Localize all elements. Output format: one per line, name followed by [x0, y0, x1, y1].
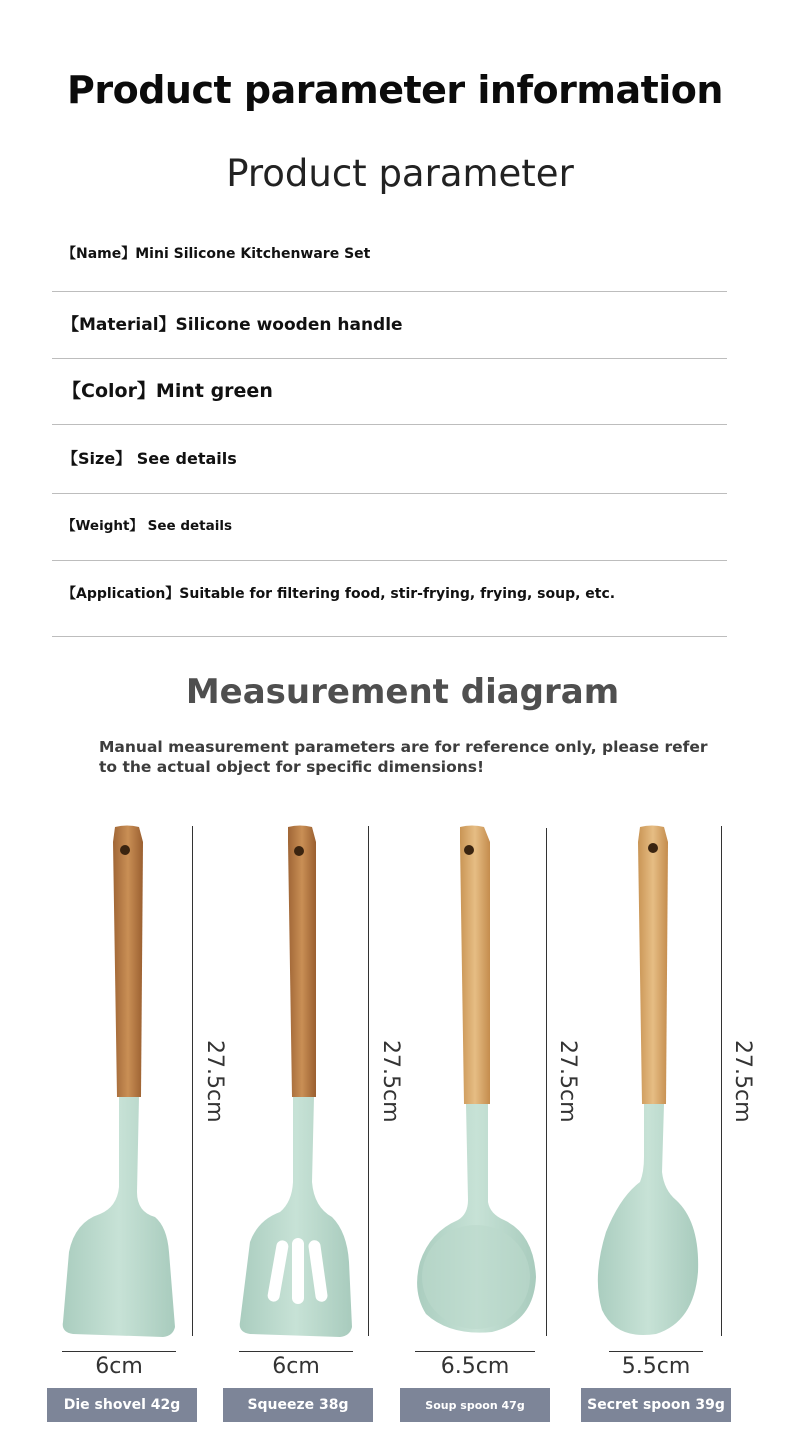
param-material-text: 【Material】Silicone wooden handle: [62, 315, 403, 335]
width-line: [609, 1351, 703, 1352]
width-text: 6.5cm: [440, 1354, 510, 1379]
length-text: 27.5cm: [202, 1040, 227, 1123]
section-subtitle: Product parameter: [226, 152, 574, 195]
width-text: 6cm: [272, 1354, 320, 1379]
width-text: 6cm: [95, 1354, 143, 1379]
length-text: 27.5cm: [555, 1040, 580, 1123]
width-line: [415, 1351, 535, 1352]
tool-label: Squeeze 38g: [223, 1388, 373, 1422]
length-text: 27.5cm: [730, 1040, 755, 1123]
length-line: [721, 826, 722, 1336]
tool-label: Secret spoon 39g: [581, 1388, 731, 1422]
divider: [52, 358, 727, 359]
die-shovel-image: [55, 822, 185, 1342]
secret-spoon-image: [592, 822, 712, 1342]
squeeze-image: [232, 822, 362, 1342]
length-line: [368, 826, 369, 1336]
param-size-text: 【Size】 See details: [62, 449, 237, 468]
soup-spoon-image: [410, 822, 545, 1342]
length-text: 27.5cm: [378, 1040, 403, 1123]
width-line: [62, 1351, 176, 1352]
divider: [52, 560, 727, 561]
param-weight-text: 【Weight】 See details: [62, 518, 233, 534]
param-application-text: 【Application】Suitable for filtering food, stir-frying, frying, soup, etc.: [62, 586, 616, 602]
param-name-text: 【Name】Mini Silicone Kitchenware Set: [62, 246, 371, 262]
width-text: 5.5cm: [621, 1354, 691, 1379]
width-line: [239, 1351, 353, 1352]
page-title: Product parameter information: [67, 68, 723, 112]
param-color-text: 【Color】Mint green: [62, 380, 273, 402]
length-line: [546, 828, 547, 1336]
length-line: [192, 826, 193, 1336]
tool-label: Die shovel 42g: [47, 1388, 197, 1422]
measurement-title: Measurement diagram: [185, 672, 620, 712]
divider: [52, 291, 727, 292]
divider: [52, 493, 727, 494]
tool-label: Soup spoon 47g: [400, 1388, 550, 1422]
measurement-note: Manual measurement parameters are for reference only, please refer to the actual object for specific dimensions!: [99, 738, 708, 776]
divider: [52, 424, 727, 425]
divider: [52, 636, 727, 637]
